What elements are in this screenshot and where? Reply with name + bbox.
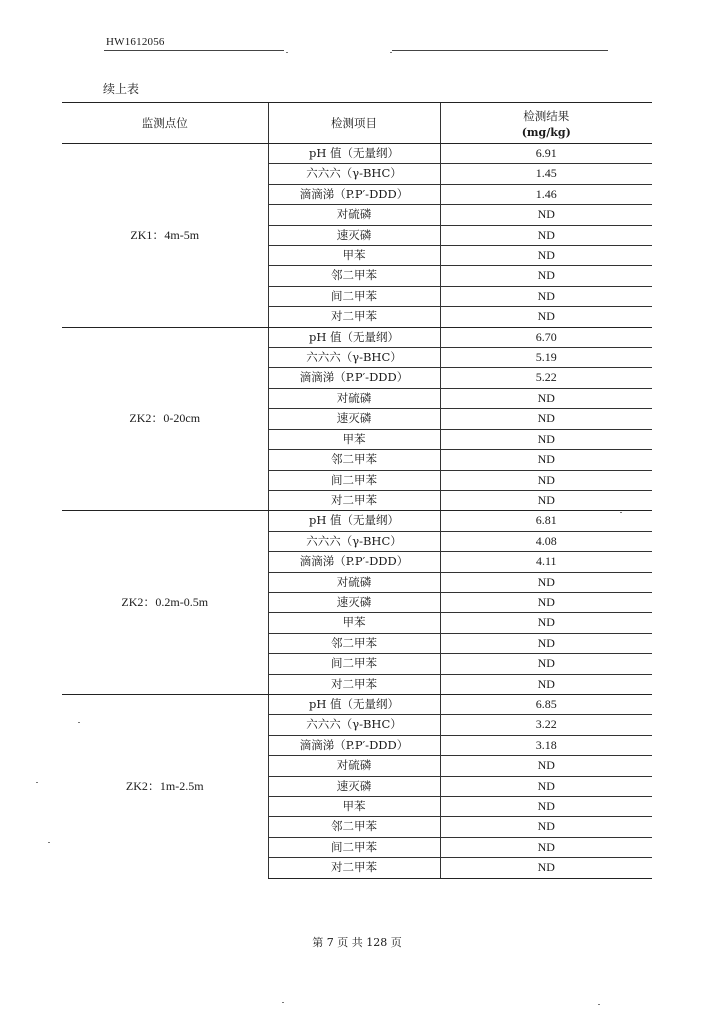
location-cell: ZK1：4m-5m (62, 144, 268, 328)
result-cell: ND (440, 654, 652, 674)
result-cell: ND (440, 572, 652, 592)
result-cell: ND (440, 246, 652, 266)
result-cell: 6.81 (440, 511, 652, 531)
item-cell: 滴滴涕（P.P′-DDD） (268, 184, 440, 204)
table-row (62, 144, 652, 164)
item-cell: 邻二甲苯 (268, 817, 440, 837)
result-cell: ND (440, 817, 652, 837)
page-number: 第 7 页 共 128 页 (312, 936, 402, 949)
item-cell: 间二甲苯 (268, 654, 440, 674)
table-row (62, 327, 652, 347)
scan-speck (390, 52, 392, 53)
result-cell: ND (440, 858, 652, 878)
item-cell: 速灭磷 (268, 592, 440, 612)
results-table (62, 102, 652, 879)
result-cell: ND (440, 674, 652, 694)
result-cell: ND (440, 613, 652, 633)
result-cell: 1.46 (440, 184, 652, 204)
column-header-result (440, 103, 652, 144)
result-cell: 4.11 (440, 552, 652, 572)
scan-speck (620, 512, 622, 513)
scan-speck (282, 1002, 284, 1003)
result-cell: 3.18 (440, 735, 652, 755)
header-rule-left (104, 50, 284, 51)
item-cell: 六六六（γ-BHC） (268, 715, 440, 735)
result-cell: ND (440, 797, 652, 817)
result-cell: ND (440, 776, 652, 796)
table-row (62, 694, 652, 714)
document-id: HW1612056 (106, 36, 165, 48)
item-cell: 甲苯 (268, 429, 440, 449)
result-cell: ND (440, 286, 652, 306)
result-cell: ND (440, 756, 652, 776)
item-cell: 六六六（γ-BHC） (268, 348, 440, 368)
item-cell: 滴滴涕（P.P′-DDD） (268, 368, 440, 388)
result-cell: ND (440, 633, 652, 653)
item-cell: pH 值（无量纲） (268, 327, 440, 347)
location-cell: ZK2：1m-2.5m (62, 694, 268, 878)
item-cell: 六六六（γ-BHC） (268, 531, 440, 551)
item-cell: 间二甲苯 (268, 286, 440, 306)
item-cell: 甲苯 (268, 613, 440, 633)
column-header-location: 监测点位 (62, 103, 268, 144)
item-cell: 对二甲苯 (268, 858, 440, 878)
scan-speck (78, 722, 80, 723)
item-cell: 邻二甲苯 (268, 633, 440, 653)
table-header-row (62, 103, 652, 144)
item-cell: 间二甲苯 (268, 470, 440, 490)
result-cell: 6.85 (440, 694, 652, 714)
item-cell: 对硫磷 (268, 205, 440, 225)
item-cell: 对硫磷 (268, 572, 440, 592)
item-cell: 对硫磷 (268, 388, 440, 408)
item-cell: pH 值（无量纲） (268, 144, 440, 164)
item-cell: 间二甲苯 (268, 837, 440, 857)
scan-speck (48, 842, 50, 843)
item-cell: 甲苯 (268, 797, 440, 817)
item-cell: 对二甲苯 (268, 674, 440, 694)
result-cell: ND (440, 266, 652, 286)
scan-speck (598, 1004, 600, 1005)
item-cell: 六六六（γ-BHC） (268, 164, 440, 184)
item-cell: 对二甲苯 (268, 490, 440, 510)
table-row (62, 511, 652, 531)
column-header-result-label: 检测结果 (523, 108, 570, 123)
result-cell: ND (440, 490, 652, 510)
result-cell: 5.19 (440, 348, 652, 368)
item-cell: pH 值（无量纲） (268, 511, 440, 531)
scan-speck (36, 782, 38, 783)
result-cell: ND (440, 592, 652, 612)
continued-label: 续上表 (103, 82, 140, 96)
item-cell: 邻二甲苯 (268, 450, 440, 470)
item-cell: 滴滴涕（P.P′-DDD） (268, 552, 440, 572)
header-rule-right (392, 50, 608, 51)
result-cell: ND (440, 307, 652, 327)
result-cell: 6.91 (440, 144, 652, 164)
location-cell: ZK2：0.2m-0.5m (62, 511, 268, 695)
result-cell: 6.70 (440, 327, 652, 347)
item-cell: 速灭磷 (268, 409, 440, 429)
scan-speck (286, 52, 288, 53)
result-cell: 4.08 (440, 531, 652, 551)
item-cell: 速灭磷 (268, 225, 440, 245)
result-cell: 1.45 (440, 164, 652, 184)
results-table-container (62, 102, 652, 879)
result-cell: 3.22 (440, 715, 652, 735)
item-cell: 速灭磷 (268, 776, 440, 796)
result-cell: ND (440, 205, 652, 225)
item-cell: 滴滴涕（P.P′-DDD） (268, 735, 440, 755)
item-cell: pH 值（无量纲） (268, 694, 440, 714)
item-cell: 邻二甲苯 (268, 266, 440, 286)
result-cell: ND (440, 409, 652, 429)
item-cell: 对硫磷 (268, 756, 440, 776)
table-body (62, 144, 652, 879)
item-cell: 甲苯 (268, 246, 440, 266)
result-cell: ND (440, 450, 652, 470)
result-cell: ND (440, 225, 652, 245)
result-cell: ND (440, 429, 652, 449)
result-cell: ND (440, 837, 652, 857)
result-cell: 5.22 (440, 368, 652, 388)
column-header-unit: (mg/kg) (521, 125, 571, 139)
column-header-item: 检测项目 (268, 103, 440, 144)
result-cell: ND (440, 470, 652, 490)
result-cell: ND (440, 388, 652, 408)
item-cell: 对二甲苯 (268, 307, 440, 327)
location-cell: ZK2：0-20cm (62, 327, 268, 511)
